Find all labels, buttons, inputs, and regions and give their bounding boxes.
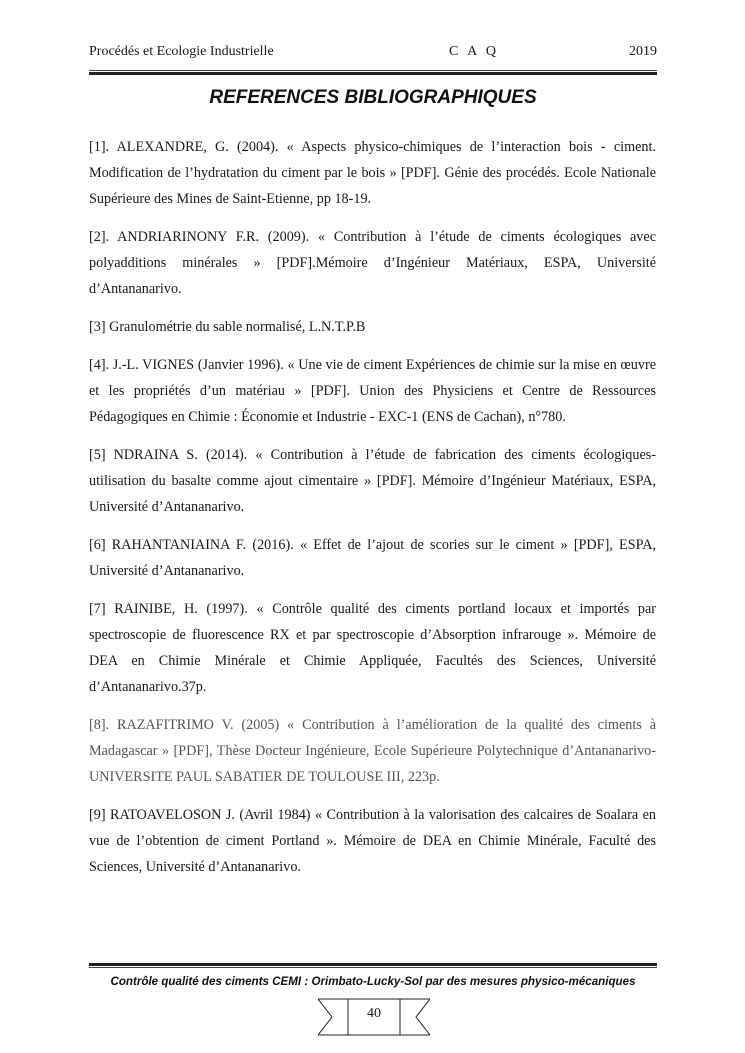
reference-item-4: [4]. J.-L. VIGNES (Janvier 1996). « Une vie de ciment Expériences de chimie sur la mise en œuvre et les propriétés d’un matériau » [PDF]. Union des Physiciens et Centre de Ressources Pédagogiques en Chimie : Économie et Industrie - EXC-1 (ENS de Cachan), n°780. [89,357,656,425]
header-rule [89,70,657,75]
page-header [89,44,657,64]
reference-item-3: [3] Granulométrie du sable normalisé, L.N.T.P.B [89,319,366,335]
page-title: REFERENCES BIBLIOGRAPHIQUES [209,87,537,108]
reference-item-1: [1]. ALEXANDRE, G. (2004). « Aspects physico-chimiques de l’interaction bois - ciment. Modification de l’hydratation du ciment par le bois » [PDF]. Génie des procédés. Ecole Nationale Supérieure des Mines de Saint-Etienne, pp 18-19. [89,139,656,207]
reference-item-2: [2]. ANDRIARINONY F.R. (2009). « Contribution à l’étude de ciments écologiques avec polyadditions minérales » [PDF].Mémoire d’Ingénieur Matériaux, ESPA, Université d’Antananarivo. [89,229,656,297]
reference-item-8: [8]. RAZAFITRIMO V. (2005) « Contribution à l’amélioration de la qualité des ciments à Madagascar » [PDF], Thèse Docteur Ingénieure, Ecole Supérieure Polytechnique d’Antananarivo- UNIVERSITE PAUL SABATIER DE TOULOUSE III, 223p. [89,717,656,785]
reference-item-7: [7] RAINIBE, H. (1997). « Contrôle qualité des ciments portland locaux et importés par spectroscopie de fluorescence RX et par spectroscopie d’Absorption infrarouge ». Mémoire de DEA en Chimie Minérale et Chimie Appliquée, Facultés des Sciences, Université d’Antananarivo.37p. [89,601,656,695]
header-center-text: C A Q [449,44,500,59]
reference-item-9: [9] RATOAVELOSON J. (Avril 1984) « Contribution à la valorisation des calcaires de Soalara en vue de l’obtention de ciment Portland ». Mémoire de DEA en Chimie Minérale, Faculté des Sciences, Université d’Antananarivo. [89,807,656,875]
footer-caption: Contrôle qualité des ciments CEMI : Orimbato-Lucky-Sol par des mesures physico-mécaniques [110,975,636,988]
reference-item-6: [6] RAHANTANIAINA F. (2016). « Effet de l’ajout de scories sur le ciment » [PDF], ESPA, Université d’Antananarivo. [89,537,656,579]
header-year: 2019 [629,44,657,59]
reference-list [89,134,656,892]
reference-item-5: [5] NDRAINA S. (2014). « Contribution à l’étude de fabrication des ciments écologiques-utilisation du basalte comme ajout cimentaire » [PDF]. Mémoire d’Ingénieur Matériaux, ESPA, Université d’Antananarivo. [89,447,656,515]
header-rule-thick [89,72,657,75]
page-number: 40 [367,1006,381,1021]
footer-rule-thick [89,963,657,966]
header-left-text: Procédés et Ecologie Industrielle [89,44,274,59]
footer-rule [89,963,657,968]
footer-rule-thin [89,967,657,968]
header-rule-thin [89,70,657,71]
